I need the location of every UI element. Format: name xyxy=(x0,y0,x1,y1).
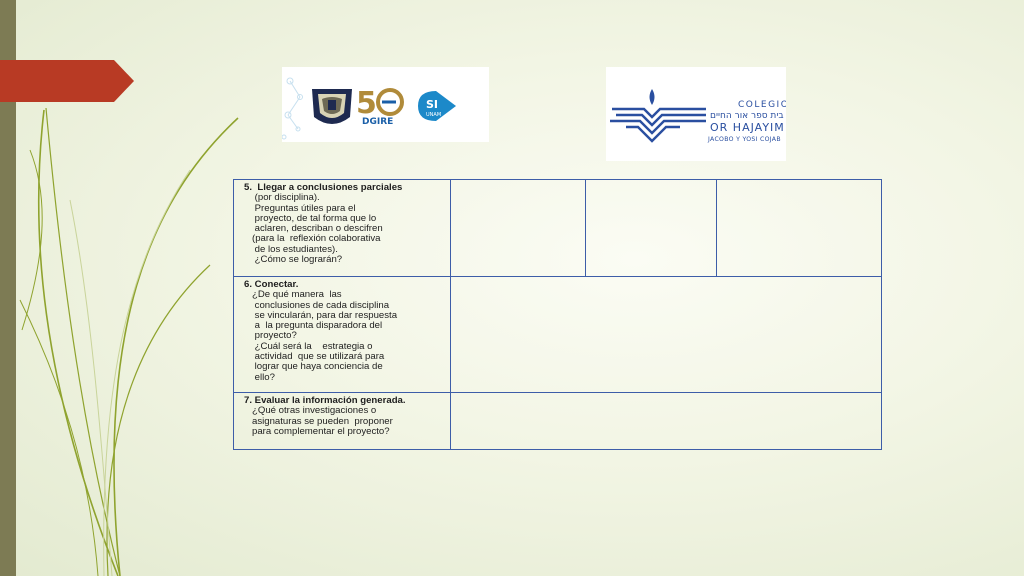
svg-text:COLEGIO: COLEGIO xyxy=(738,100,786,110)
svg-text:UNAM: UNAM xyxy=(426,112,442,118)
table-cell-empty[interactable] xyxy=(450,180,585,277)
si-unam-logo-icon xyxy=(414,89,458,123)
step-heading: 6. Conectar. xyxy=(244,279,299,290)
colegio-or-hajayim-logo xyxy=(606,67,786,161)
svg-text:DGIRE: DGIRE xyxy=(362,117,394,127)
svg-text:OR HAJAYIM: OR HAJAYIM xyxy=(710,121,785,134)
table-cell-empty[interactable] xyxy=(717,180,882,277)
unam-shield-icon xyxy=(312,89,352,124)
table-cell-empty[interactable] xyxy=(450,393,881,450)
step-description: (por disciplina). Preguntas útiles para el proyecto, de tal forma que lo aclaren, describan o descifren (para la reflexión colaborativa de los estudiantes). ¿Cómo se lograrán? xyxy=(251,192,383,266)
project-planning-table xyxy=(233,179,882,450)
table-cell-empty[interactable] xyxy=(585,180,717,277)
table-row xyxy=(234,393,882,450)
title-ribbon xyxy=(0,60,134,102)
table-row xyxy=(234,277,882,393)
svg-text:SI: SI xyxy=(426,98,439,111)
dgire-logo-icon xyxy=(352,85,408,127)
table-cell-step xyxy=(234,180,451,277)
svg-text:בית ספר אור החיים: בית ספר אור החיים xyxy=(710,111,784,121)
step-heading: 5. Llegar a conclusiones parciales xyxy=(244,182,403,193)
step-description: ¿De qué manera las conclusiones de cada disciplina se vincularán, para dar respuesta a la pregunta disparadora del proyecto? ¿Cuál será la estrategia o actividad que se utilizará para lograr que haya conciencia de ello? xyxy=(251,289,398,383)
step-description: ¿Qué otras investigaciones o asignaturas se pueden proponer para complementar el proyecto? xyxy=(251,405,393,437)
book-flame-icon xyxy=(610,89,706,141)
table-cell-empty[interactable] xyxy=(450,277,881,393)
step-heading: 7. Evaluar la información generada. xyxy=(244,395,406,406)
table-cell-step xyxy=(234,393,451,450)
table-cell-step xyxy=(234,277,451,393)
svg-text:5: 5 xyxy=(356,86,377,121)
svg-text:JACOBO Y YOSI COJAB: JACOBO Y YOSI COJAB xyxy=(708,136,781,143)
table-row xyxy=(234,180,882,277)
